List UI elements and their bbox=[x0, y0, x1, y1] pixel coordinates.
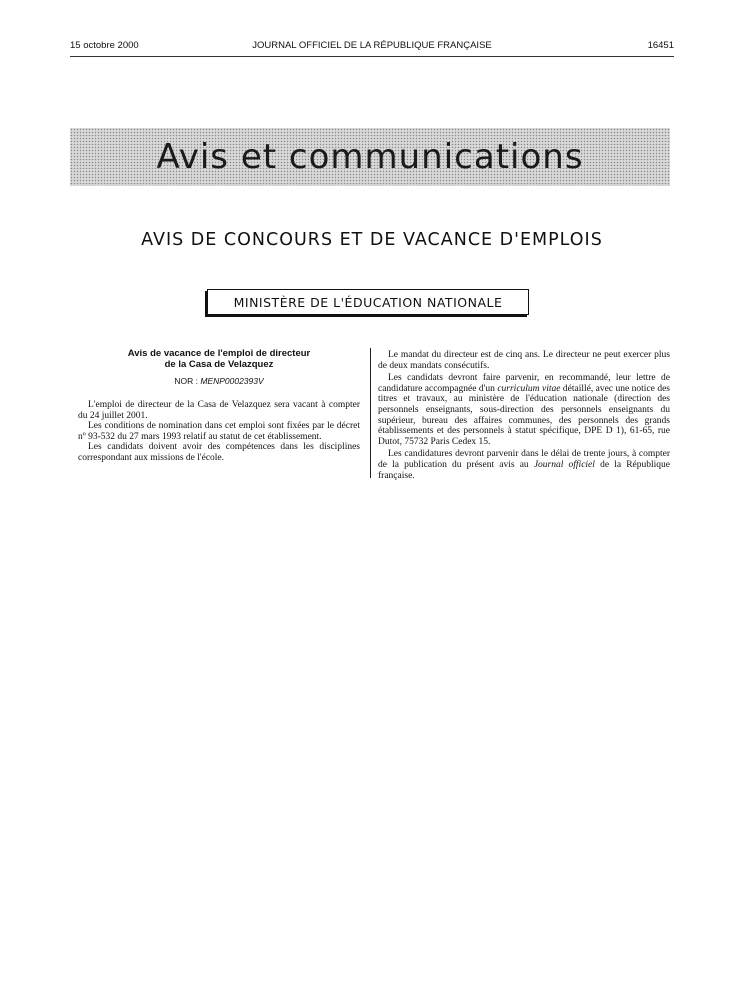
notice-title-line1: Avis de vacance de l'emploi de directeur bbox=[127, 348, 311, 359]
notice-title bbox=[78, 348, 360, 370]
header-rule bbox=[70, 56, 674, 57]
text-run: de la République française. bbox=[378, 459, 670, 481]
nor-reference bbox=[78, 376, 360, 386]
section-heading: AVIS DE CONCOURS ET DE VACANCE D'EMPLOIS bbox=[141, 230, 603, 250]
left-paragraph-1: L'emploi de directeur de la Casa de Velazquez sera vacant à compter du 24 juillet 2001. bbox=[78, 400, 360, 421]
text-run: Les candidatures devront parvenir dans le délai de trente jours, à compter de la publication du présent avis au bbox=[378, 449, 670, 470]
italic-run: Journal officiel bbox=[533, 459, 595, 470]
right-paragraph-2 bbox=[378, 373, 670, 447]
italic-run: curriculum vitae bbox=[497, 383, 561, 394]
right-paragraph-3 bbox=[378, 449, 670, 481]
right-paragraph-1: Le mandat du directeur est de cinq ans. Le directeur ne peut exercer plus de deux mandats consécutifs. bbox=[378, 350, 670, 371]
ministry-box bbox=[207, 289, 529, 315]
running-header bbox=[70, 40, 674, 54]
header-page-number: 16451 bbox=[647, 40, 674, 51]
right-column bbox=[378, 350, 670, 483]
column-divider bbox=[370, 348, 371, 478]
section-banner bbox=[70, 128, 670, 186]
notice-title-line2: de la Casa de Velazquez bbox=[164, 359, 274, 370]
header-date: 15 octobre 2000 bbox=[70, 40, 139, 51]
ministry-name: MINISTÈRE DE L'ÉDUCATION NATIONALE bbox=[233, 294, 503, 310]
nor-label: NOR : bbox=[174, 376, 198, 386]
text-run: Les candidats devront faire parvenir, en recommandé, leur lettre de candidature accompagnée d'un bbox=[378, 373, 670, 394]
left-column bbox=[78, 348, 360, 464]
nor-code: MENP0002393V bbox=[200, 376, 264, 386]
left-paragraph-3: Les candidats doivent avoir des compétences dans les disciplines correspondant aux missions de l'école. bbox=[78, 442, 360, 463]
banner-title: Avis et communications bbox=[156, 137, 584, 177]
header-journal-title: JOURNAL OFFICIEL DE LA RÉPUBLIQUE FRANÇAISE bbox=[252, 40, 492, 51]
left-paragraph-2: Les conditions de nomination dans cet emploi sont fixées par le décret nº 93-532 du 27 mars 1993 relatif au statut de cet établissement. bbox=[78, 421, 360, 442]
text-run: détaillé, avec une notice des titres et travaux, au ministère de l'éducation nationale (direction des personnels enseignants, sous-direction des personnels enseignants du supérieur, bureau des affaires communes, des personnels des grands établissements et des personnels à statut spécifique, DPE D 1), 61-65, rue Dutot, 75732 Paris Cedex 15. bbox=[378, 383, 670, 447]
